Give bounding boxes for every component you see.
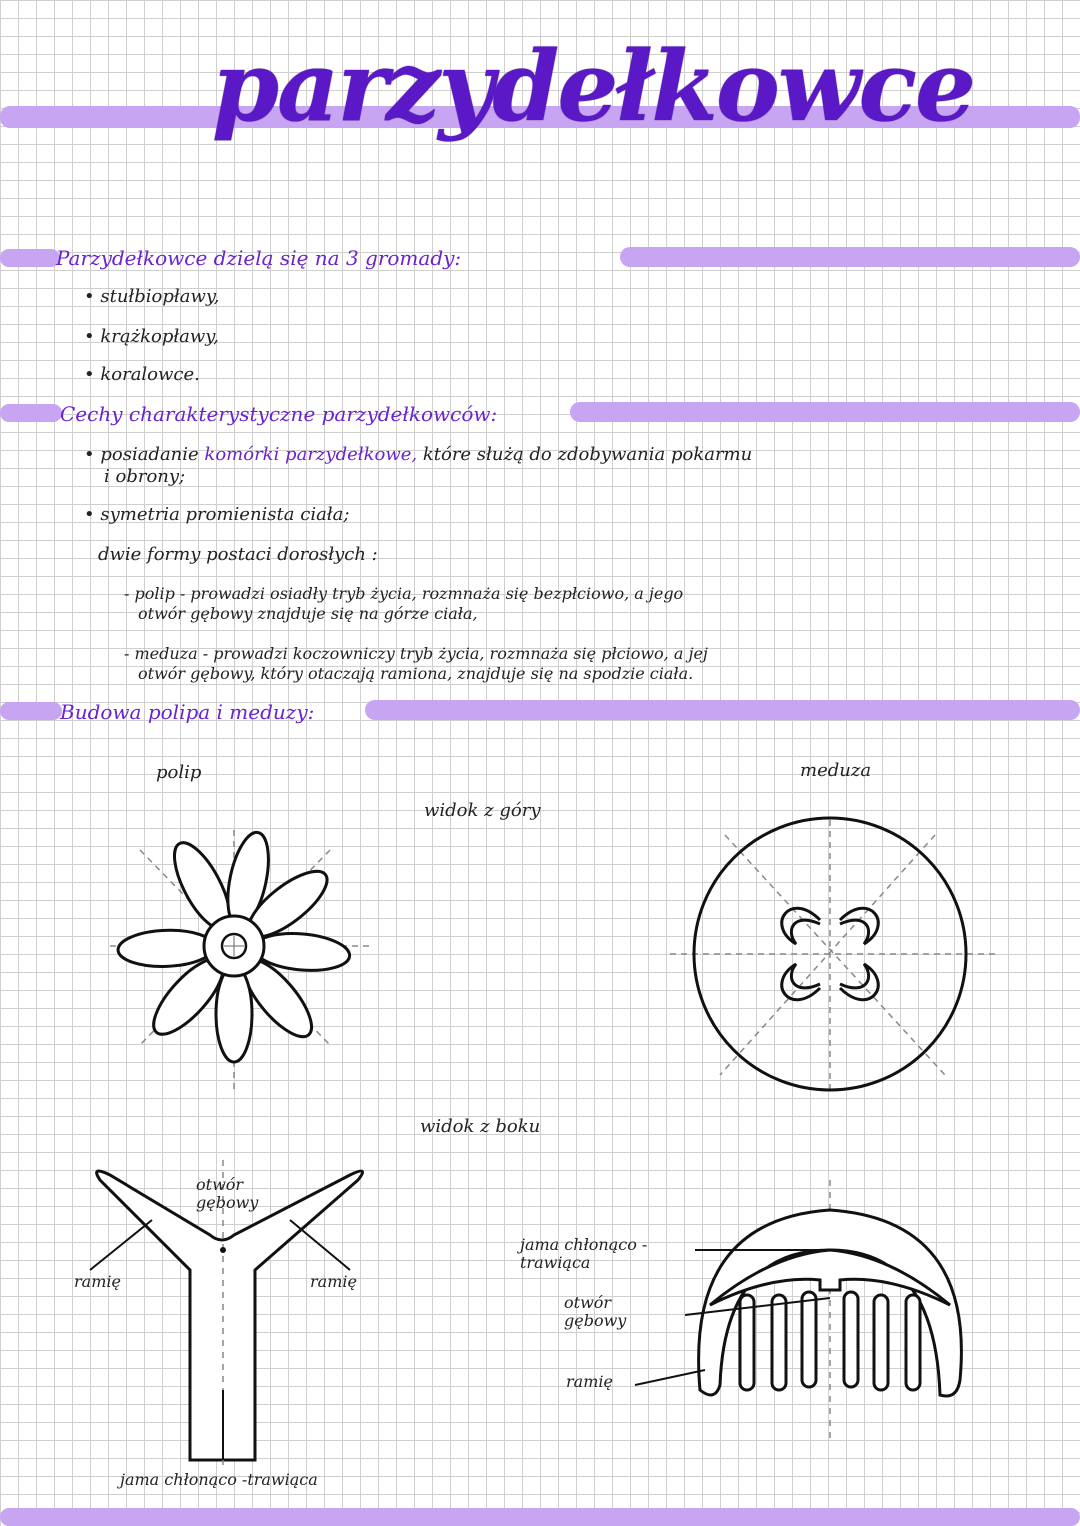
polip-line-2: otwór gębowy znajduje się na górze ciała, xyxy=(138,604,478,623)
label-polip: polip xyxy=(156,762,202,783)
feature-bullet-1-line2: i obrony; xyxy=(104,466,186,487)
groups-band-right xyxy=(620,247,1080,267)
label-view-top: widok z góry xyxy=(424,800,541,821)
structure-band-right xyxy=(365,700,1080,720)
groups-heading: Parzydełkowce dzielą się na 3 gromady: xyxy=(56,246,462,270)
features-band-left xyxy=(0,404,62,422)
polip-body xyxy=(97,1171,363,1460)
meduza-arm-label: ramię xyxy=(566,1372,613,1391)
feature-bullet-1: • posiadanie komórki parzydełkowe, które służą do zdobywania pokarmu xyxy=(84,444,753,465)
meduza-line-2: otwór gębowy, który otaczają ramiona, znajduje się na spodzie ciała. xyxy=(138,664,694,683)
polip-arm-right-label: ramię xyxy=(310,1272,357,1291)
label-meduza: meduza xyxy=(800,760,872,781)
groups-item-2: • krążkopławy, xyxy=(84,326,219,347)
meduza-line-1: - meduza - prowadzi koczowniczy tryb życia, rozmnaża się płciowo, a jej xyxy=(124,644,708,663)
groups-band-left xyxy=(0,249,60,267)
polip-top-view-drawing xyxy=(90,820,380,1100)
forms-intro: dwie formy postaci dorosłych : xyxy=(98,544,378,565)
features-heading: Cechy charakterystyczne parzydełkowców: xyxy=(60,402,498,426)
meduza-side-view-drawing xyxy=(600,1180,990,1440)
structure-heading: Budowa polipa i meduzy: xyxy=(60,700,315,724)
feature-bullet-2: • symetria promienista ciała; xyxy=(84,504,350,525)
structure-band-left xyxy=(0,702,62,720)
features-band-right xyxy=(570,402,1080,422)
meduza-cavity-label: jama chłonąco - trawiąca xyxy=(520,1235,648,1272)
groups-item-1: • stułbiopławy, xyxy=(84,286,220,307)
groups-item-3: • koralowce. xyxy=(84,364,200,385)
meduza-top-view-drawing xyxy=(670,820,1000,1100)
polip-mouth-label: otwór gębowy xyxy=(196,1175,259,1212)
label-view-side: widok z boku xyxy=(420,1116,541,1137)
meduza-mouth-label: otwór gębowy xyxy=(564,1293,627,1330)
page-title: parzydełkowce xyxy=(212,30,975,143)
polip-arm-left-label: ramię xyxy=(74,1272,121,1291)
bottom-band xyxy=(0,1508,1080,1526)
polip-line-1: - polip - prowadzi osiadły tryb życia, rozmnaża się bezpłciowo, a jego xyxy=(124,584,684,603)
polip-cavity-label: jama chłonąco -trawiąca xyxy=(120,1470,318,1489)
